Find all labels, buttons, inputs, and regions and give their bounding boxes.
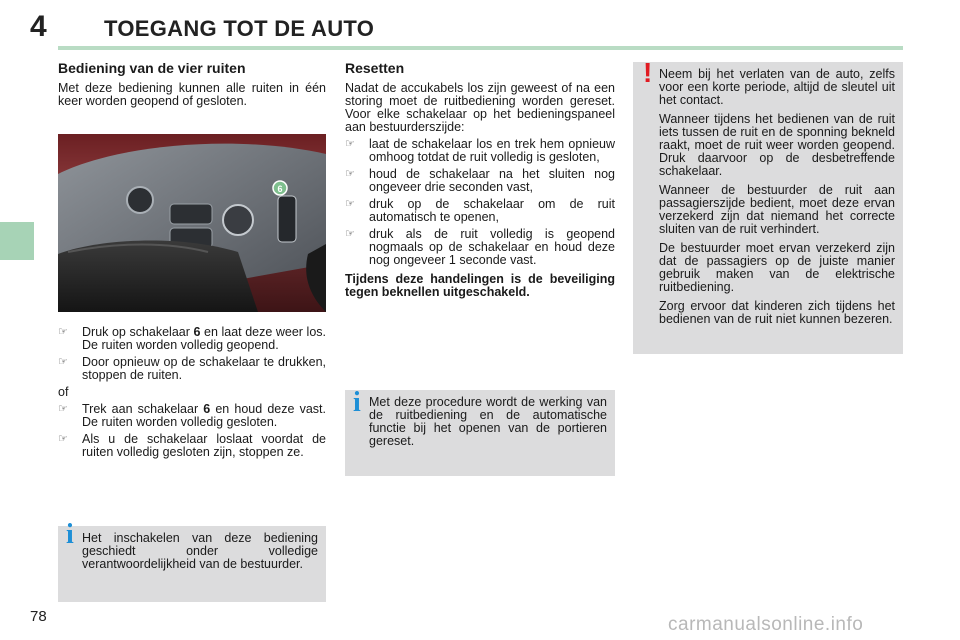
or-separator: of (58, 385, 69, 399)
pointing-hand-icon: ☞ (58, 356, 68, 368)
warning-paragraph: Neem bij het verlaten van de auto, zelfs voor een korte periode, altijd de sleutel uit het contact. (659, 67, 895, 107)
four-windows-steps (58, 326, 326, 463)
list-item: ☞ Als u de schakelaar loslaat voordat de ruiten volledig gesloten zijn, stoppen ze. (58, 432, 326, 459)
warning-box (633, 57, 903, 354)
pointing-hand-icon: ☞ (58, 326, 68, 338)
pointing-hand-icon: ☞ (345, 198, 355, 210)
section-title-four-windows: Bediening van de vier ruiten (58, 60, 246, 76)
list-item: ☞ druk als de ruit volledig is geopend nogmaals op de schakelaar en houd deze nog ongeveer 1 seconde vast. (345, 227, 615, 267)
window-switch-photo (58, 134, 326, 312)
intro-text: Met deze bediening kunnen alle ruiten in één keer worden geopend of gesloten. (58, 81, 326, 108)
watermark: carmanualsonline.info (668, 614, 864, 635)
info-note-text: Met deze procedure wordt de werking van de ruitbediening en de automatische functie bij het openen van de portieren gereset. (369, 395, 607, 448)
anti-pinch-warning: Tijdens deze handelingen is de beveiliging tegen beknellen uitgeschakeld. (345, 272, 615, 299)
section-four-windows (58, 62, 326, 108)
pointing-hand-icon: ☞ (345, 228, 355, 240)
warning-paragraph: Wanneer tijdens het bedienen van de ruit iets tussen de ruit en de sponning bekneld raakt, moet de ruit weer worden geopend. Druk daarvoor op de desbetreffende schakelaar. (659, 112, 895, 178)
chapter-number: 4 (30, 10, 47, 43)
console-illustration (58, 134, 326, 312)
warning-paragraph: Wanneer de bestuurder de ruit aan passagierszijde bedient, moet deze ervan verzekerd zijn dat niemand het correcte sluiten van de ruit verhindert. (659, 183, 895, 236)
chapter-side-tab (0, 222, 34, 260)
info-icon: i (353, 387, 361, 418)
info-icon: i (66, 519, 74, 550)
chapter-title: TOEGANG TOT DE AUTO (104, 16, 375, 41)
list-item: ☞ houd de schakelaar na het sluiten nog ongeveer drie seconden vast, (345, 167, 615, 194)
warning-paragraph: Zorg ervoor dat kinderen zich tijdens het bedienen van de ruit niet kunnen bezeren. (659, 299, 895, 326)
switch-callout-label: 6 (277, 184, 283, 194)
list-item: ☞ Trek aan schakelaar 6 en houd deze vast. De ruiten worden volledig gesloten. (58, 402, 326, 429)
pointing-hand-icon: ☞ (345, 168, 355, 180)
pointing-hand-icon: ☞ (58, 403, 68, 415)
list-item: ☞ Door opnieuw op de schakelaar te drukken, stoppen de ruiten. (58, 355, 326, 382)
warning-icon: ! (643, 57, 653, 88)
warning-paragraph: De bestuurder moet ervan verzekerd zijn dat de passagiers op de juiste manier gebruik maken van de elektrische ruitbediening. (659, 241, 895, 294)
info-note-text: Het inschakelen van deze bediening geschiedt onder volledige verantwoordelijkheid van de bestuurder. (82, 531, 318, 571)
warning-paragraphs (659, 68, 895, 326)
section-reset (345, 62, 615, 299)
section-title-reset: Resetten (345, 60, 405, 76)
list-item: ☞ druk op de schakelaar om de ruit automatisch te openen, (345, 197, 615, 224)
pointing-hand-icon: ☞ (58, 433, 68, 445)
header-rule (58, 46, 903, 50)
info-box-reset (345, 387, 615, 476)
list-item: ☞ laat de schakelaar los en trek hem opnieuw omhoog totdat de ruit volledig is gesloten, (345, 137, 615, 164)
pointing-hand-icon: ☞ (345, 138, 355, 150)
reset-intro: Nadat de accukabels los zijn geweest of na een storing moet de ruitbediening worden gereset. Voor elke schakelaar op het bedieningspaneel aan bestuurderszijde: (345, 81, 615, 134)
page-number: 78 (30, 608, 47, 625)
list-item: ☞ Druk op schakelaar 6 en laat deze weer los. De ruiten worden volledig geopend. (58, 325, 326, 352)
info-box-responsibility (58, 519, 326, 602)
